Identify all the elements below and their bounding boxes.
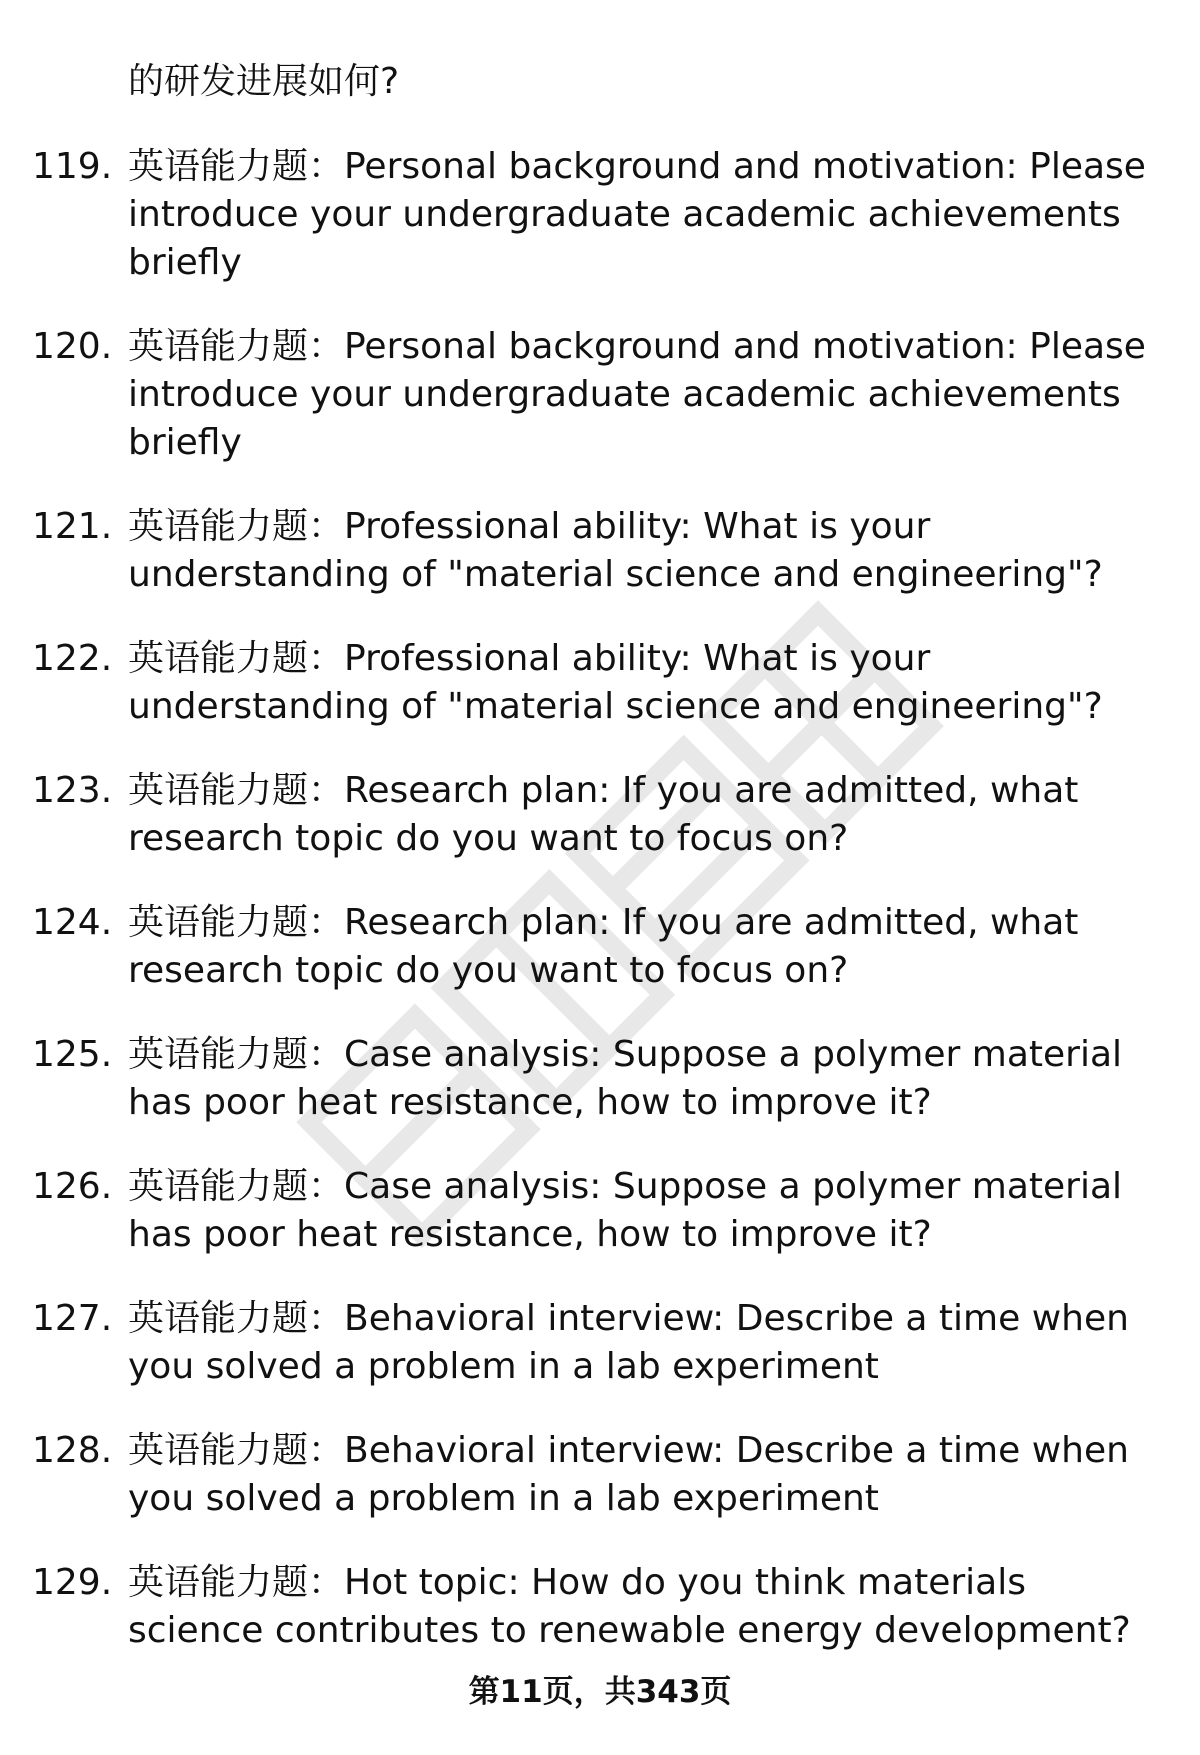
item-text: 英语能力题：Case analysis: Suppose a polymer material has poor heat resistance, how to improve it?	[128, 1034, 1123, 1123]
item-text: 英语能力题：Personal background and motivation: Please introduce your undergraduate academic achievements briefly	[128, 146, 1146, 283]
item-text: 英语能力题：Hot topic: How do you think materials science contributes to renewable energy development?	[128, 1562, 1131, 1651]
item-text: 英语能力题：Case analysis: Suppose a polymer material has poor heat resistance, how to improve it?	[128, 1166, 1123, 1255]
item-text: 英语能力题：Personal background and motivation: Please introduce your undergraduate academic achievements briefly	[128, 326, 1146, 463]
item-number: 119.	[32, 146, 113, 187]
item-number: 123.	[32, 770, 113, 811]
item-text: 英语能力题：Research plan: If you are admitted, what research topic do you want to focus on?	[128, 902, 1079, 991]
continuation-text: 的研发进展如何?	[128, 61, 400, 102]
item-number: 125.	[32, 1034, 113, 1075]
item-number: 128.	[32, 1430, 113, 1471]
item-number: 124.	[32, 902, 113, 943]
item-number: 122.	[32, 638, 113, 679]
item-text: 英语能力题：Professional ability: What is your understanding of "material science and engineering"?	[128, 506, 1103, 595]
page-footer: 第11页，共343页	[468, 1674, 732, 1710]
item-number: 129.	[32, 1562, 113, 1603]
item-text: 英语能力题：Professional ability: What is your understanding of "material science and engineering"?	[128, 638, 1103, 727]
item-number: 126.	[32, 1166, 113, 1207]
item-number: 120.	[32, 326, 113, 367]
item-text: 英语能力题：Research plan: If you are admitted, what research topic do you want to focus on?	[128, 770, 1079, 859]
item-number: 127.	[32, 1298, 113, 1339]
item-number: 121.	[32, 506, 113, 547]
item-text: 英语能力题：Behavioral interview: Describe a time when you solved a problem in a lab experiment	[128, 1430, 1129, 1519]
item-text: 英语能力题：Behavioral interview: Describe a time when you solved a problem in a lab experiment	[128, 1298, 1129, 1387]
